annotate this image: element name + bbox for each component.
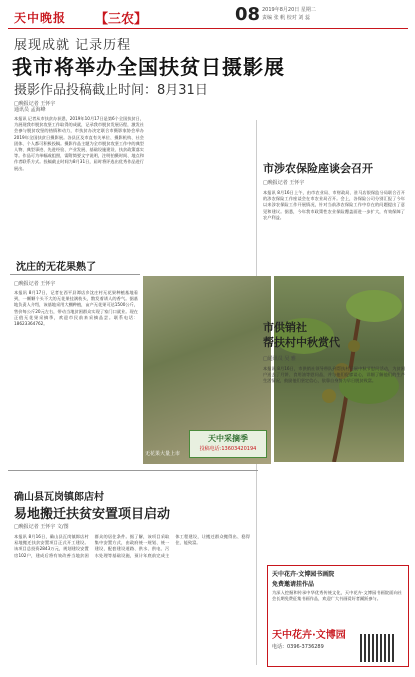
article3-title-1: 确山县瓦岗镇郎店村 <box>14 492 104 503</box>
page-number: 08 <box>235 4 261 25</box>
lead-headline: 我市将举办全国扶贫日摄影展 <box>12 55 285 79</box>
ad-title: 天中花卉·文博园书画院 <box>272 571 335 578</box>
qr-code-icon <box>360 634 396 662</box>
lead-body: 本报讯 记者从市扶贫办获悉，2019年10月17日是第6个全国扶贫日，为展现我市脱贫攻坚工作取得的成就，记录我市脱贫发展历程，激发社会参与脱贫攻坚的热情和动力，市扶贫办决定联合市摄影家协会举办2019年全国扶贫日摄影展。各县区及市直有关单位、摄影机构、社会团体、个人都可积极投稿。摄影作品主题为全市脱贫攻坚工作中的典型人物、典型事迹、先进经验、产业发展、基础设施建设、扶贫政策落实等。作品可为单幅或组照，需附简要文字说明，注明拍摄时间、地点和作者联系方式。投稿截止时间为8月31日，届时将评选出优秀作品进行展出。 <box>14 116 144 171</box>
date-line <box>262 6 412 22</box>
sidebar2-body: 本报讯 8月16日，市供销社领导带队到帮扶村开展中秋节慰问活动，为贫困户送去了月饼、食用油等慰问品，并与他们促膝谈心，详细了解他们的生产生活情况，鼓励他们坚定信心，依靠自身努力早日脱贫致富。 <box>263 366 405 384</box>
tianzhong-hotline: 投稿电话:13603420194 <box>199 446 257 452</box>
sidebar1-title: 市涉农保险座谈会召开 <box>263 162 373 175</box>
article2-body: 本报讯 8月17日，记者在西平县谭店乡沈庄村无花果种植基地看到，一颗颗个头不大的无花果挂满枝头，散发着诱人的香气。据基地负责人介绍，该基地采用大棚种植，亩产无花果可达1500公斤，售价每公斤20元左右，带动当地贫困群众实现了家门口就业。现在正值无花果采摘季，欢迎市民前来采摘品尝。联系电话：18623364762。 <box>14 290 138 327</box>
lead-kicker: 展现成就 记录历程 <box>14 38 132 53</box>
article3-byline: □晚报记者 王怀宇 文/图 <box>14 524 69 530</box>
photo-caption: 无花果大量上市 <box>145 451 181 457</box>
date-text: 2019年8月20日 星期二 <box>262 7 316 13</box>
masthead: 天中晚报 <box>14 11 67 25</box>
tianzhong-box <box>189 430 267 458</box>
sidebar2-title-1: 市供销社 <box>263 321 307 334</box>
divider-mid <box>8 470 258 471</box>
ad-brand: 天中花卉·文博园 <box>272 630 346 641</box>
ad-box <box>267 565 409 667</box>
ad-body: 为深入挖掘和传承中华优秀传统文化，天中花卉·文博园书画院面向社会长期免费征集书画作品，欢迎广大书画爱好者踊跃参与。 <box>272 590 402 602</box>
sidebar1-byline: □晚报记者 王怀宇 <box>263 180 305 186</box>
editor-text: 责编 张 帆 校对 刘 蕊 <box>262 15 310 21</box>
article2-byline: □晚报记者 王怀宇 <box>14 281 56 287</box>
lead-body-col2 <box>148 116 254 234</box>
lead-byline: □晚报记者 王怀宇 通讯员 孟海峰 <box>14 101 56 113</box>
article3-title-2: 易地搬迁扶贫安置项目启动 <box>14 507 171 522</box>
sidebar1-body: 本报讯 8月16日上午，由市农业局、市财政局、驻马店银保监分局联合召开的涉农保险工作座谈会在市农业局召开。会上，各保险公司分别汇报了今年以来涉农保险工作开展情况，针对当前涉农保险工作中存在的问题提出了意见和建议。据悉，今年我市政策性农业保险覆盖面进一步扩大，有效保障了农户利益。 <box>263 190 405 220</box>
header-rule <box>8 28 408 29</box>
section-label: 【三农】 <box>95 12 148 27</box>
sidebar2-title-2: 帮扶村中秋赏代 <box>263 336 340 349</box>
article3-body: 本报讯 8月16日，确山县瓦岗镇郎店村易地搬迁扶贫安置项目正式开工建设。该项目总投资2843万元，规划建设安置房102户，建成后将有效改善当地贫困群众的居住条件。据了解，该项目采取集中安置方式，由政府统一规划、统一建设，配套建设道路、供水、供电、污水处理等基础设施，预计年底前完成主体工程建设，让搬迁群众搬得出、稳得住、能致富。 <box>14 534 250 558</box>
sidebar2-byline: □通讯员 吴 雅 <box>263 356 296 362</box>
article2-title-band <box>10 258 140 275</box>
ad-subtitle: 免费邀请挂作品 <box>272 581 315 588</box>
article2-title: 沈庄的无花果熟了 <box>16 262 96 273</box>
ad-phone: 电话：0396-3736289 <box>272 644 324 650</box>
lead-subhead: 摄影作品投稿截止时间：8月31日 <box>14 83 208 98</box>
tianzhong-title: 天中采摘季 <box>208 434 248 443</box>
